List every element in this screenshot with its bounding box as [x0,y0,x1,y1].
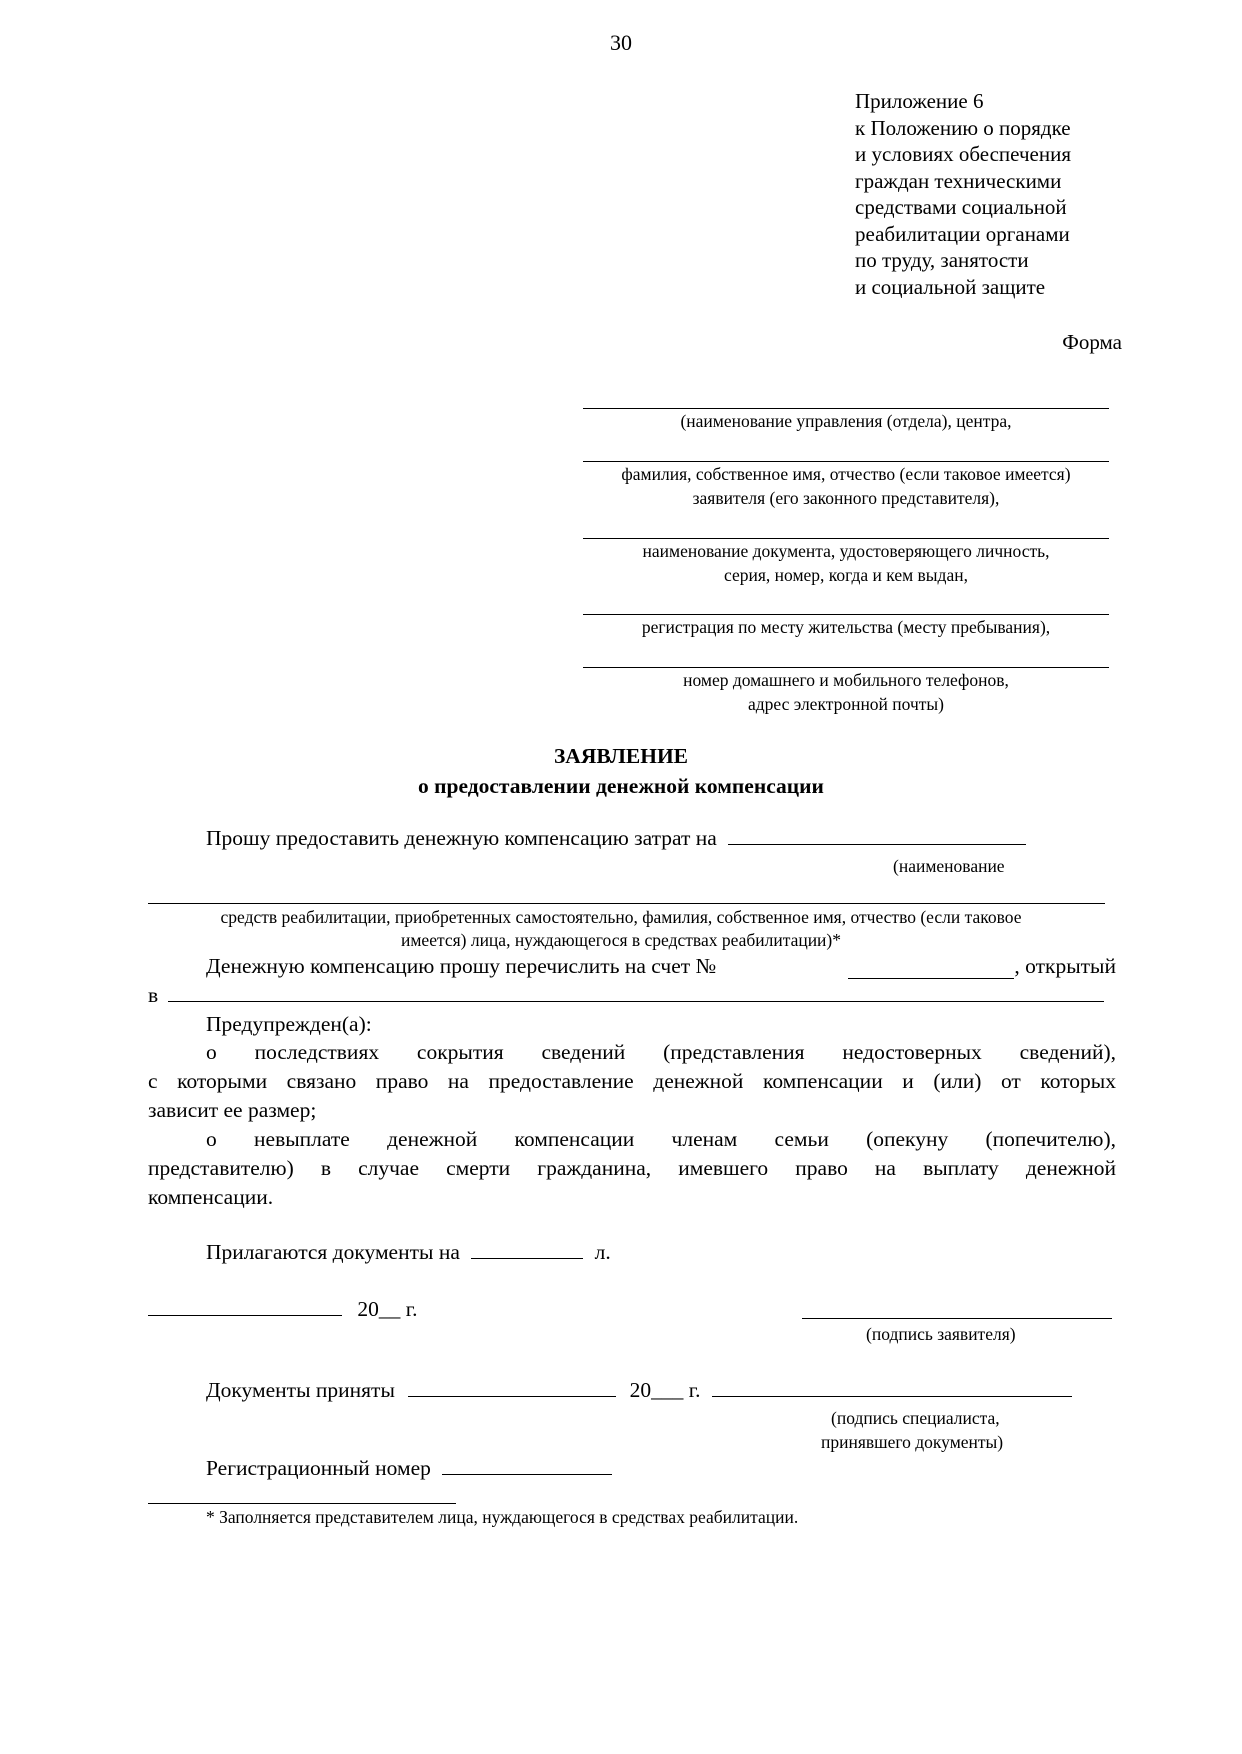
appendix-line: средствами социальной [855,195,1067,219]
accepted-signature-blank [712,1378,1072,1397]
accepted-label: Документы приняты [206,1378,395,1402]
appendix-line: реабилитации органами [855,221,1070,246]
account-label: Денежную компенсацию прошу перечислить на счет № [206,954,717,978]
warning-title: Предупрежден(а): [206,1012,372,1036]
appendix-line: Приложение 6 [855,89,984,113]
attachments-label: Прилагаются документы на [206,1240,460,1264]
appendix-line: по труду, занятости [855,248,1029,272]
request-hint: (наименование [893,856,1005,876]
registration-blank [442,1456,612,1475]
attachments-blank [471,1240,583,1259]
signature-caption: (подпись заявителя) [866,1324,1016,1344]
account-suffix: , открытый [1014,954,1116,978]
header-field-2 [583,461,1109,510]
field-caption: фамилия, собственное имя, отчество (если таковое имеется) заявителя (его законного представителя), [621,464,1071,508]
warning-text: представителю) в случае смерти гражданина, имевшего право на выплату денежной [148,1156,1116,1180]
warning-text: с которыми связано право на предоставление денежной компенсации и (или) от которых [148,1069,1116,1093]
warning-text: компенсации. [148,1185,274,1209]
registration-line [206,1456,612,1481]
date-year: 20__ г. [357,1297,418,1321]
header-field-5 [583,667,1109,716]
header-field-3 [583,538,1109,587]
request-hint: средств реабилитации, приобретенных самостоятельно, фамилия, собственное имя, отчество (если таковое [220,907,1022,927]
appendix-line: к Положению о порядке [855,115,1071,140]
appendix-block [855,88,1071,300]
account-number-group [848,954,1116,979]
field-caption: (наименование управления (отдела), центра, [680,411,1012,431]
accepted-caption: принявшего документы) [821,1432,1004,1452]
request-label: Прошу предоставить денежную компенсацию затрат на [206,826,717,850]
header-field-1 [583,408,1109,433]
date-blank [148,1297,342,1316]
warning-text: зависит ее размер; [148,1098,317,1122]
warning-text: о последствиях сокрытия сведений (представления недостоверных сведений), [206,1040,1116,1064]
header-field-4 [583,614,1109,639]
form-label: Форма [1062,330,1122,354]
request-text [206,826,1026,851]
bank-line [148,983,1104,1008]
bank-prefix: в [148,983,159,1007]
fill-line [148,903,1105,904]
account-line [206,954,1116,979]
warning-text: о невыплате денежной компенсации членам семьи (опекуну (попечителю), [206,1127,1116,1151]
attachments-unit: л. [594,1240,611,1264]
appendix-line: и условиях обеспечения [855,142,1071,166]
page-number: 30 [610,30,632,55]
appendix-line: граждан техническими [855,168,1062,193]
accepted-year: 20___ г. [629,1378,701,1402]
field-caption: регистрация по месту жительства (месту пребывания), [641,617,1051,637]
field-caption: наименование документа, удостоверяющего личность, серия, номер, когда и кем выдан, [642,541,1050,585]
accepted-caption: (подпись специалиста, [831,1408,1000,1428]
accepted-line [206,1378,1072,1403]
signature-line [802,1318,1112,1319]
accepted-date-blank [408,1378,616,1397]
request-hint: имеется) лица, нуждающегося в средствах реабилитации)* [400,930,842,950]
registration-label: Регистрационный номер [206,1456,431,1480]
account-number-blank [848,960,1014,979]
document-subtitle: о предоставлении денежной компенсации [418,774,824,798]
footnote-separator [148,1503,456,1504]
bank-blank [168,983,1104,1002]
field-caption: номер домашнего и мобильного телефонов, адрес электронной почты) [683,670,1009,714]
document-title: ЗАЯВЛЕНИЕ [553,744,689,768]
footnote: * Заполняется представителем лица, нуждающегося в средствах реабилитации. [206,1507,799,1527]
date-line [148,1297,418,1322]
attachments-line [206,1240,611,1265]
request-blank [728,826,1026,845]
appendix-line: и социальной защите [855,274,1046,299]
